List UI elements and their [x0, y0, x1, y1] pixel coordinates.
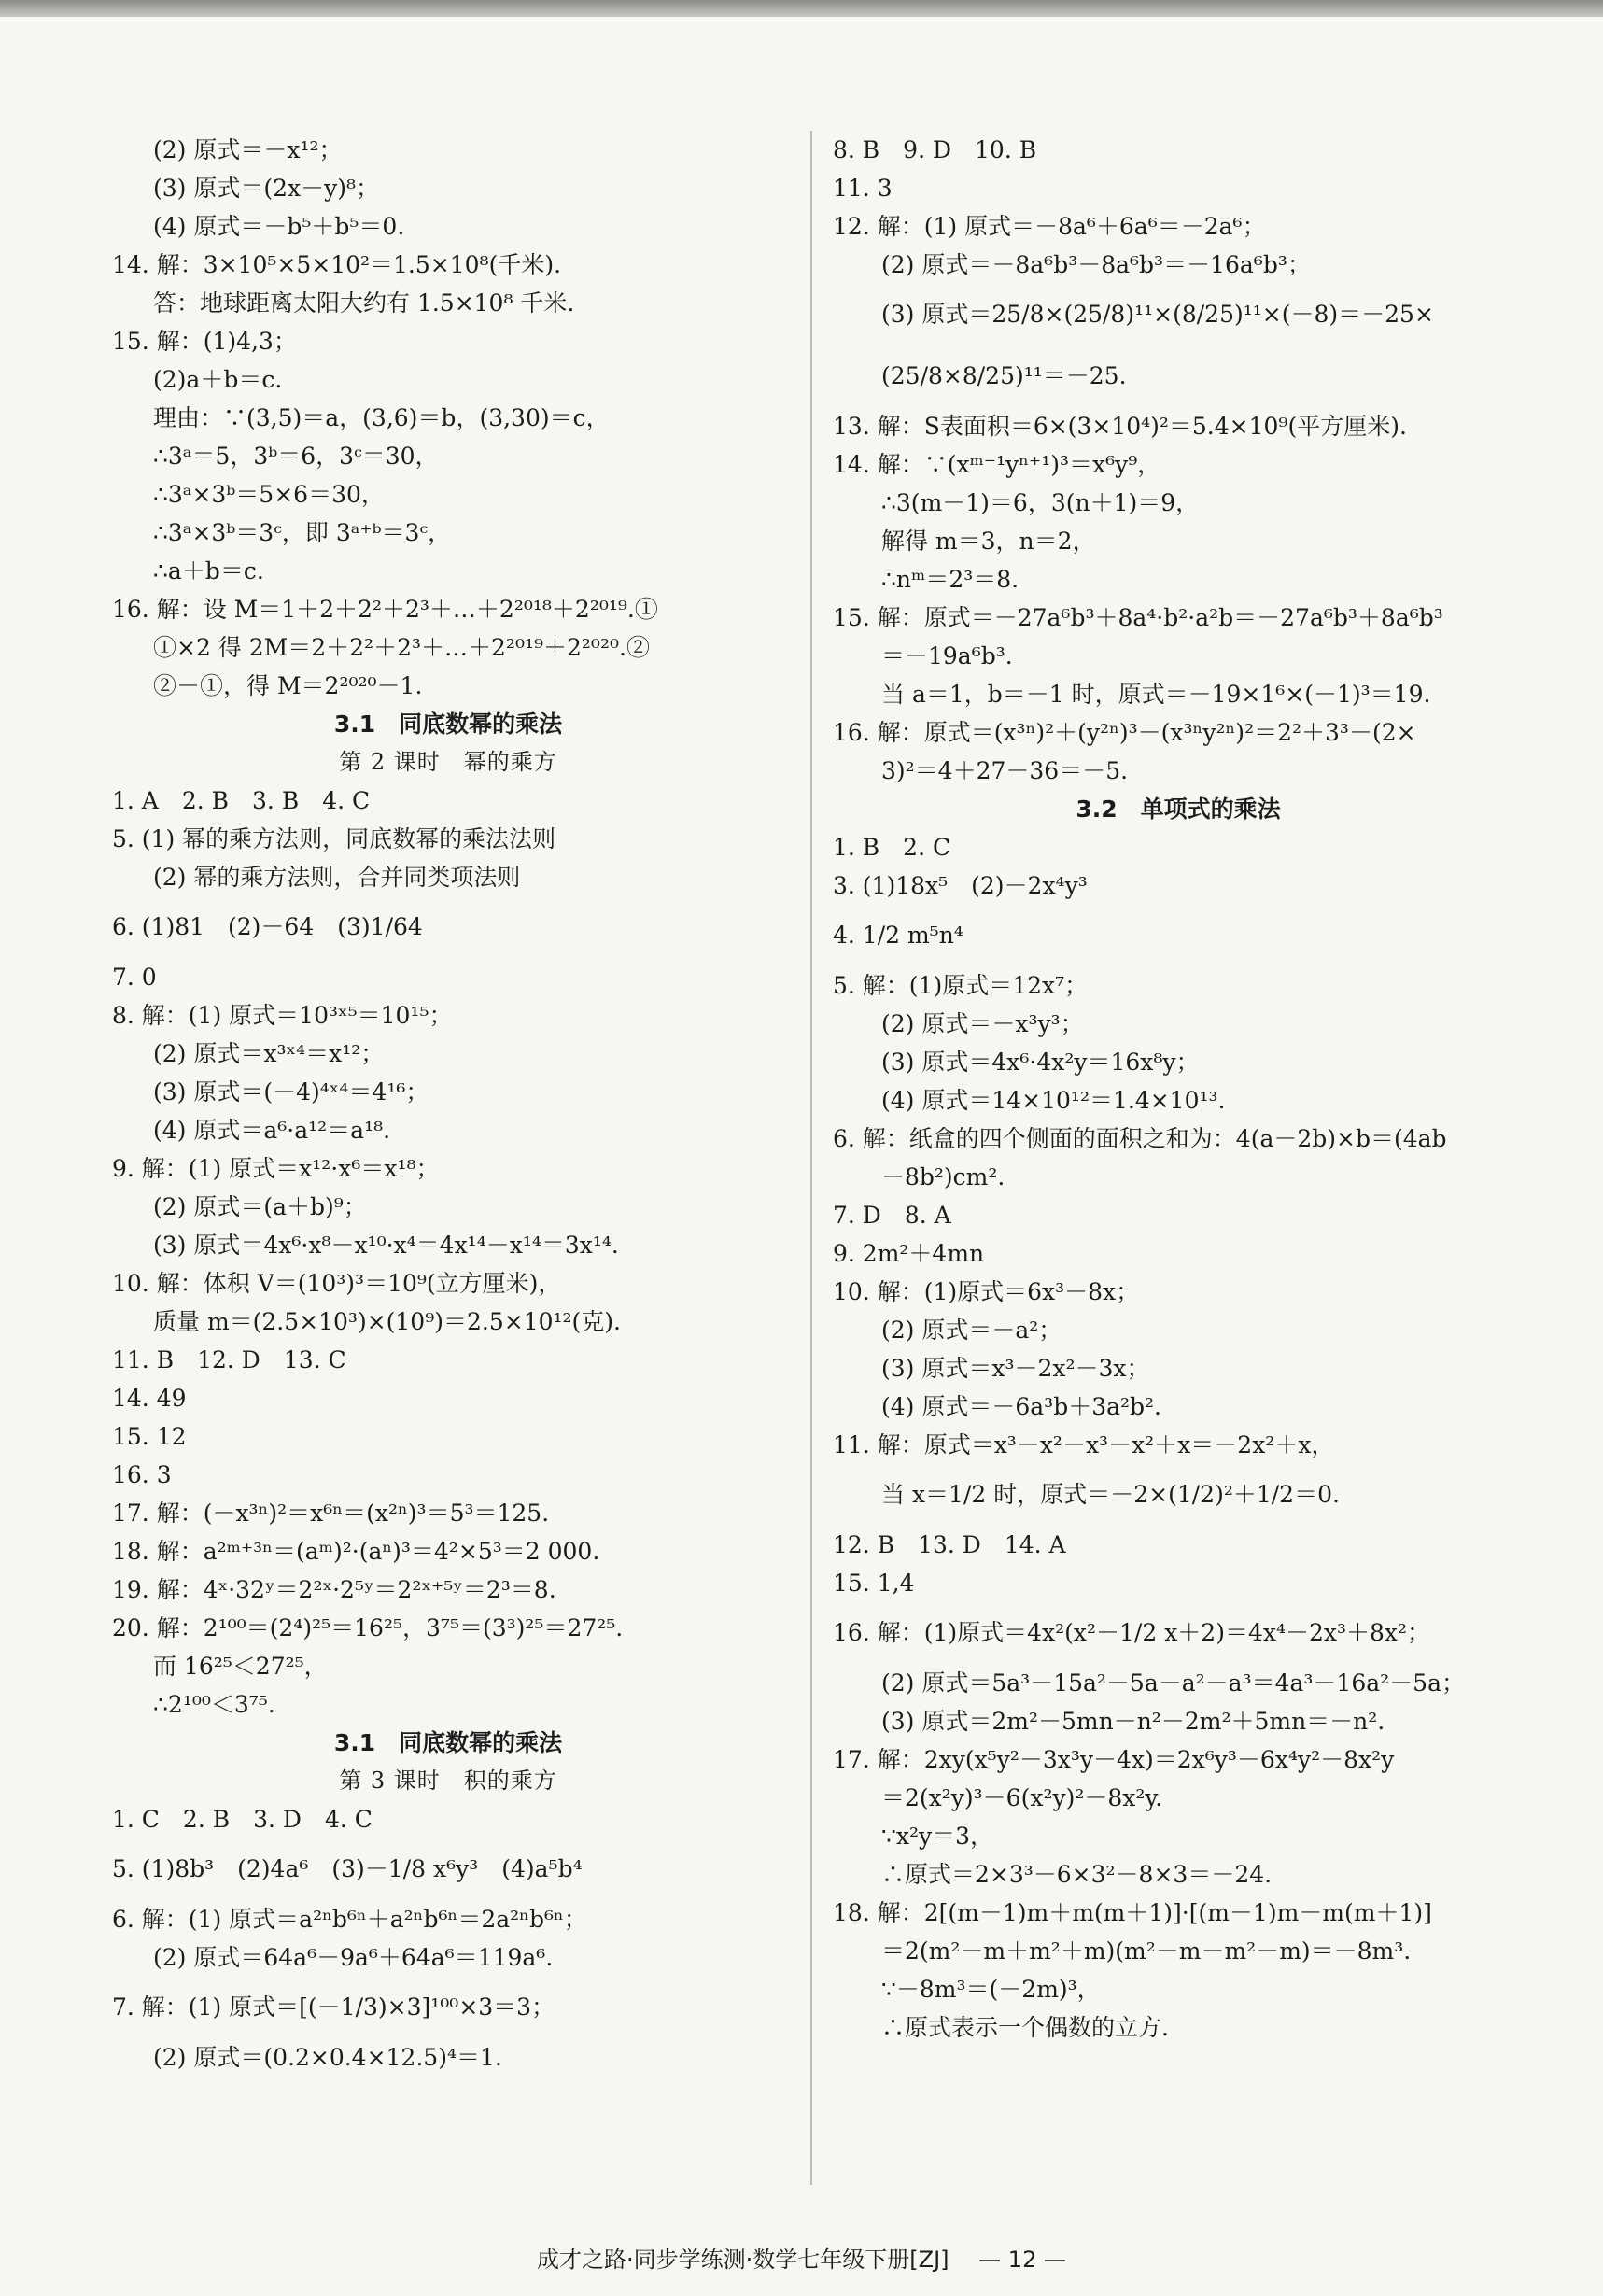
answer-line: (3) 原式＝25/8×(25/8)¹¹×(8/25)¹¹×(－8)＝－25×: [881, 301, 1434, 328]
answer-line: 11. B 12. D 13. C: [112, 1346, 346, 1373]
answer-line: (2) 原式＝－x³y³；: [881, 1010, 1084, 1037]
answer-line: 而 16²⁵＜27²⁵，: [153, 1653, 328, 1680]
answer-line: (4) 原式＝14×10¹²＝1.4×10¹³.: [881, 1087, 1226, 1114]
answer-line: 5. 解：(1)原式＝12x⁷；: [833, 972, 1089, 999]
answer-line: 4. 1/2 m⁵n⁴: [833, 922, 963, 949]
answer-line: 15. 解：原式＝－27a⁶b³＋8a⁴·b²·a²b＝－27a⁶b³＋8a⁶b³: [833, 604, 1443, 631]
lesson-subheading: 第 2 课时 幂的乘方: [339, 749, 557, 775]
answer-line: ②－①，得 M＝2²⁰²⁰－1.: [153, 672, 423, 699]
answer-line: 17. 解：2xy(x⁵y²－3x³y－4x)＝2x⁶y³－6x⁴y²－8x²y: [833, 1746, 1395, 1773]
answer-line: (4) 原式＝a⁶·a¹²＝a¹⁸.: [153, 1117, 391, 1144]
answer-line: 6. 解：(1) 原式＝a²ⁿb⁶ⁿ＋a²ⁿb⁶ⁿ＝2a²ⁿb⁶ⁿ；: [112, 1906, 587, 1933]
answer-line: 14. 解：∵(xᵐ⁻¹yⁿ⁺¹)³＝x⁶y⁹，: [833, 451, 1161, 478]
answer-line: 7. 解：(1) 原式＝[(－1/3)×3]¹⁰⁰×3＝3；: [112, 1993, 555, 2021]
answer-column-right: [833, 131, 1524, 2047]
answer-line: (2)a＋b＝c.: [153, 366, 283, 393]
answer-line: 当 x＝1/2 时，原式＝－2×(1/2)²＋1/2＝0.: [881, 1481, 1340, 1508]
answer-line: 10. 解：体积 V＝(10³)³＝10⁹(立方厘米)，: [112, 1270, 562, 1297]
answer-line: 理由：∵(3,5)＝a，(3,6)＝b，(3,30)＝c，: [153, 404, 610, 431]
lesson-subheading: 第 3 课时 积的乘方: [339, 1768, 557, 1794]
answer-line: －8b²)cm².: [881, 1163, 1005, 1190]
answer-line: (2) 原式＝－x¹²；: [153, 136, 343, 163]
answer-line: 16. 解：设 M＝1＋2＋2²＋2³＋…＋2²⁰¹⁸＋2²⁰¹⁹.①: [112, 596, 658, 623]
answer-line: 19. 解：4ˣ·32ʸ＝2²ˣ·2⁵ʸ＝2²ˣ⁺⁵ʸ＝2³＝8.: [112, 1576, 556, 1603]
answer-line: 9. 解：(1) 原式＝x¹²·x⁶＝x¹⁸；: [112, 1155, 440, 1182]
answer-line: 6. (1)81 (2)－64 (3)1/64: [112, 913, 423, 940]
answer-line: 5. (1) 幂的乘方法则，同底数幂的乘法法则: [112, 825, 556, 852]
answer-line: ①×2 得 2M＝2＋2²＋2³＋…＋2²⁰¹⁹＋2²⁰²⁰.②: [153, 634, 650, 661]
answer-line: (2) 原式＝(a＋b)⁹；: [153, 1193, 367, 1220]
answer-line: 17. 解：(－x³ⁿ)²＝x⁶ⁿ＝(x²ⁿ)³＝5³＝125.: [112, 1500, 550, 1527]
answer-line: 解得 m＝3，n＝2，: [881, 528, 1096, 555]
answer-line: ＝2(m²－m＋m²＋m)(m²－m－m²－m)＝－8m³.: [881, 1937, 1412, 1965]
answer-line: 15. 解：(1)4,3；: [112, 328, 297, 355]
page-number: — 12 —: [978, 2247, 1066, 2273]
answer-line: 7. 0: [112, 964, 157, 991]
answer-line: (3) 原式＝x³－2x²－3x；: [881, 1355, 1150, 1382]
answer-line: ∴3ᵃ×3ᵇ＝5×6＝30，: [153, 481, 385, 508]
answer-line: 8. B 9. D 10. B: [833, 136, 1037, 163]
page-top-edge: [0, 0, 1603, 17]
answer-line: 质量 m＝(2.5×10³)×(10⁹)＝2.5×10¹²(克).: [153, 1308, 622, 1335]
answer-line: 1. B 2. C: [833, 834, 951, 861]
answer-line: (3) 原式＝(2x－y)⁸；: [153, 175, 380, 202]
column-divider: [810, 131, 812, 2185]
answer-line: ∴原式表示一个偶数的立方.: [881, 2014, 1169, 2041]
answer-line: 7. D 8. A: [833, 1202, 951, 1229]
answer-line: (2) 原式＝－8a⁶b³－8a⁶b³＝－16a⁶b³；: [881, 251, 1311, 278]
answer-line: 3. (1)18x⁵ (2)－2x⁴y³: [833, 872, 1088, 899]
answer-line: 1. A 2. B 3. B 4. C: [112, 787, 371, 814]
answer-line: 当 a＝1，b＝－1 时，原式＝－19×1⁶×(－1)³＝19.: [881, 681, 1431, 708]
answer-line: 3)²＝4＋27－36＝－5.: [881, 757, 1129, 784]
section-heading: 3.2 单项式的乘法: [1076, 796, 1281, 823]
answer-line: ∴2¹⁰⁰＜3⁷⁵.: [153, 1691, 275, 1718]
answer-line: 18. 解：a²ᵐ⁺³ⁿ＝(aᵐ)²·(aⁿ)³＝4²×5³＝2 000.: [112, 1538, 600, 1565]
answer-line: (4) 原式＝－6a³b＋3a²b².: [881, 1393, 1162, 1420]
answer-line: 5. (1)8b³ (2)4a⁶ (3)－1/8 x⁶y³ (4)a⁵b⁴: [112, 1855, 583, 1882]
footer-title: 成才之路·同步学练测·数学七年级下册[ZJ]: [537, 2247, 949, 2273]
answer-line: 16. 解：原式＝(x³ⁿ)²＋(y²ⁿ)³－(x³ⁿy²ⁿ)²＝2²＋3³－(2×: [833, 719, 1416, 746]
answer-line: ∴3ᵃ＝5，3ᵇ＝6，3ᶜ＝30，: [153, 443, 439, 470]
answer-line: 15. 12: [112, 1423, 187, 1450]
answer-line: (3) 原式＝(－4)⁴ˣ⁴＝4¹⁶；: [153, 1078, 429, 1106]
answer-line: 11. 解：原式＝x³－x²－x³－x²＋x＝－2x²＋x，: [833, 1431, 1335, 1458]
answer-line: 12. 解：(1) 原式＝－8a⁶＋6a⁶＝－2a⁶；: [833, 213, 1266, 240]
answer-line: ∵－8m³＝(－2m)³，: [881, 1976, 1101, 2003]
answer-line: 18. 解：2[(m－1)m＋m(m＋1)]·[(m－1)m－m(m＋1)]: [833, 1899, 1432, 1926]
answer-line: (4) 原式＝－b⁵＋b⁵＝0.: [153, 213, 405, 240]
answer-line: (2) 原式＝(0.2×0.4×12.5)⁴＝1.: [153, 2044, 502, 2071]
answer-line: 答：地球距离太阳大约有 1.5×10⁸ 千米.: [153, 289, 575, 317]
answer-line: 11. 3: [833, 175, 893, 202]
answer-line: 12. B 13. D 14. A: [833, 1531, 1066, 1558]
answer-line: 8. 解：(1) 原式＝10³ˣ⁵＝10¹⁵；: [112, 1002, 453, 1029]
answer-line: (3) 原式＝2m²－5mn－n²－2m²＋5mn＝－n².: [881, 1708, 1385, 1735]
section-heading: 3.1 同底数幂的乘法: [333, 1729, 563, 1756]
answer-line: ＝－19a⁶b³.: [881, 642, 1013, 669]
page-footer: [0, 2241, 1603, 2274]
answer-line: (3) 原式＝4x⁶·x⁸－x¹⁰·x⁴＝4x¹⁴－x¹⁴＝3x¹⁴.: [153, 1232, 619, 1259]
answer-line: ∵x²y＝3，: [881, 1823, 994, 1850]
answer-line: 6. 解：纸盒的四个侧面的面积之和为：4(a－2b)×b＝(4ab: [833, 1125, 1447, 1152]
answer-line: (2) 原式＝64a⁶－9a⁶＋64a⁶＝119a⁶.: [153, 1944, 554, 1971]
answer-line: ∴3ᵃ×3ᵇ＝3ᶜ，即 3ᵃ⁺ᵇ＝3ᶜ，: [153, 519, 452, 546]
answer-line: ∴3(m－1)＝6，3(n＋1)＝9，: [881, 489, 1200, 516]
answer-line: 10. 解：(1)原式＝6x³－8x；: [833, 1278, 1140, 1305]
answer-line: (25/8×8/25)¹¹＝－25.: [881, 362, 1127, 389]
answer-line: 16. 3: [112, 1461, 172, 1488]
answer-line: ∴nᵐ＝2³＝8.: [881, 566, 1019, 593]
answer-line: ＝2(x²y)³－6(x²y)²－8x²y.: [881, 1784, 1163, 1811]
answer-line: (3) 原式＝4x⁶·4x²y＝16x⁸y；: [881, 1049, 1200, 1076]
answer-line: 16. 解：(1)原式＝4x²(x²－1/2 x＋2)＝4x⁴－2x³＋8x²；: [833, 1619, 1431, 1646]
answer-line: 14. 49: [112, 1385, 187, 1412]
answer-line: (2) 原式＝5a³－15a²－5a－a²－a³＝4a³－16a²－5a；: [881, 1669, 1465, 1697]
answer-line: (2) 幂的乘方法则，合并同类项法则: [153, 864, 521, 891]
answer-line: 1. C 2. B 3. D 4. C: [112, 1806, 373, 1833]
section-heading: 3.1 同底数幂的乘法: [333, 711, 563, 738]
answer-line: ∴a＋b＝c.: [153, 557, 264, 585]
answer-line: 15. 1,4: [833, 1570, 915, 1597]
answer-line: (2) 原式＝x³ˣ⁴＝x¹²；: [153, 1040, 385, 1067]
answer-line: 14. 解：3×10⁵×5×10²＝1.5×10⁸(千米).: [112, 251, 562, 278]
answer-line: 9. 2m²＋4mn: [833, 1240, 985, 1267]
answer-column-left: [112, 131, 784, 2077]
answer-line: 20. 解：2¹⁰⁰＝(2⁴)²⁵＝16²⁵，3⁷⁵＝(3³)²⁵＝27²⁵.: [112, 1614, 624, 1641]
answer-line: 13. 解：S表面积＝6×(3×10⁴)²＝5.4×10⁹(平方厘米).: [833, 413, 1407, 440]
answer-line: (2) 原式＝－a²；: [881, 1317, 1062, 1344]
answer-line: ∴原式＝2×3³－6×3²－8×3＝－24.: [881, 1861, 1273, 1888]
